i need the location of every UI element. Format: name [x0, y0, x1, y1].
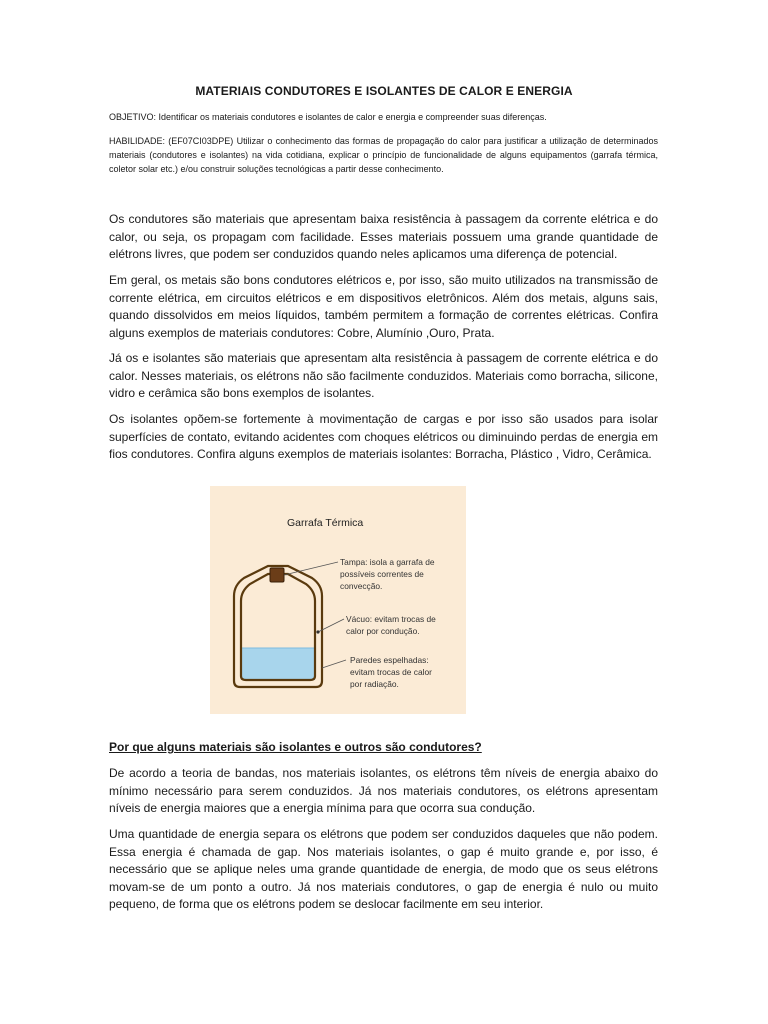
paragraph-metals: Em geral, os metais são bons condutores elétricos e, por isso, são muito utilizados na transmissão de corrente elétrica, em circuitos elétricos e em dispositivos eletrônicos. Além dos metais, alguns sais, quando dissolvidos em meios líquidos, também permitem a formação de correntes elétricas. Confira alguns exemplos de materiais condutores: Cobre, Alumínio ,Ouro, Prata.: [109, 273, 658, 340]
lid-label: Tampa: isola a garrafa de possíveis correntes de convecção.: [340, 557, 435, 591]
page-title: MATERIAIS CONDUTORES E ISOLANTES DE CALOR E ENERGIA: [195, 84, 573, 98]
paragraph-energy-gap: Uma quantidade de energia separa os elétrons que podem ser conduzidos daqueles que não podem. Essa energia é chamada de gap. Nos materiais isolantes, o gap é muito grande e, por isso, é necessário que se aplique neles uma grande quantidade de energia, de modo que os seus elétrons movam-se de um ponto a outro. Já nos materiais condutores, o gap de energia é nulo ou muito pequeno, de forma que os elétrons podem se deslocar facilmente em seu interior.: [109, 827, 658, 911]
vacuum-label: Vácuo: evitam trocas de calor por condução.: [346, 614, 436, 636]
thermos-lid: [270, 568, 284, 582]
paragraph-insulator-uses: Os isolantes opõem-se fortemente à movimentação de cargas e por isso são usados para isolar superfícies de contato, evitando acidentes com choques elétricos ou diminuindo perdas de energia em fios condutores. Confira alguns exemplos de materiais isolantes: Borracha, Plástico , Vidro, Cerâmica.: [109, 412, 658, 461]
paragraph-insulators: Já os e isolantes são materiais que apresentam alta resistência à passagem de corrente elétrica e do calor. Nesses materiais, os elétrons não são facilmente conduzidos. Materiais como borracha, silicone, vidro e cerâmica são bons exemplos de isolantes.: [109, 351, 658, 400]
walls-label: Paredes espelhadas: evitam trocas de calor por radiação.: [350, 655, 432, 689]
section-heading: Por que alguns materiais são isolantes e outros são condutores?: [109, 740, 482, 754]
walls-leader-line: [322, 660, 346, 668]
paragraph-conductors: Os condutores são materiais que apresentam baixa resistência à passagem da corrente elétrica e do calor, ou seja, os propagam com facilidade. Esses materiais possuem uma grande quantidade de elétrons livres, que podem ser conduzidos quando neles aplicamos uma diferença de potencial.: [109, 212, 658, 261]
objective-text: OBJETIVO: Identificar os materiais condutores e isolantes de calor e energia e compreender suas diferenças.: [109, 112, 547, 122]
paragraph-band-theory: De acordo a teoria de bandas, nos materiais isolantes, os elétrons têm níveis de energia abaixo do mínimo necessário para serem conduzidos. Já nos materiais condutores, os elétrons apresentam níveis de energia maiores que a energia mínima para que ocorra sua condução.: [109, 766, 658, 815]
figure-title: Garrafa Térmica: [287, 517, 364, 529]
skill-text: HABILIDADE: (EF07CI03DPE) Utilizar o conhecimento das formas de propagação do calor para justificar a utilização de determinados materiais (condutores e isolantes) na vida cotidiana, explicar o princípio de funcionalidade de alguns equipamentos (garrafa térmica, coletor solar etc.) e/ou construir soluções tecnológicas a partir desse conhecimento.: [109, 136, 658, 174]
thermos-liquid: [241, 648, 315, 680]
thermos-figure: [210, 486, 466, 714]
vacuum-marker: [316, 630, 319, 633]
